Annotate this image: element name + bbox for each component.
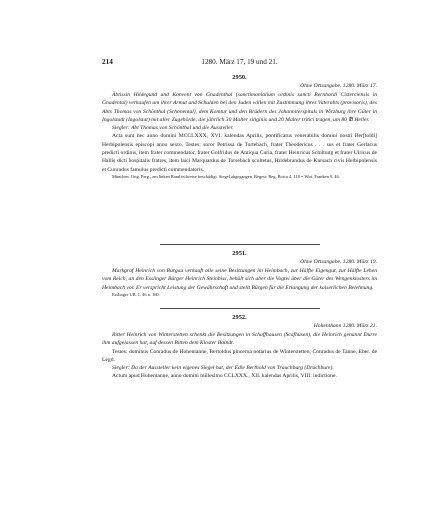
document-text: Testes: dominus Conradus de Hohentanne, Bertoldus pincerna notarius de Winterstetten, Conradus de Tanne, Eber. de Legd. (102, 348, 377, 363)
document-number: 2951. (232, 250, 247, 257)
divider (160, 308, 320, 309)
place-date: Ohne Ortsangabe. 1280. März 17. (300, 83, 377, 89)
page-number: 214 (102, 58, 113, 66)
document-text: Acta sunt hec anno domini MCCLXXX, XVI. kalendas Aprilis, pontificatus venerabilis domini nostri Ber[toldi] Herbipolensis episcopi anno sexto. Testes: soror Petrissa de Tortebach, frater Theodericus . . . sus et frater Gerlacus predicti ordinis, item frater commendator, frater Golfridus de Antiqua Curia, frater Heinricus Schiltung et frater Ulricus de Hallis dicti hospitalis fratres, item laici Marquardus de Torsebach scultetus, Hildebrandus de Kursach civis Herbipolensis et Cunradus famulus predicti commendatoris. (102, 133, 377, 173)
place-date: Hohenthann 1280. März 21. (313, 323, 377, 329)
running-title: 1280. März 17, 19 und 21. (201, 58, 278, 66)
page-header (102, 58, 377, 68)
document-number: 2952. (232, 314, 247, 321)
document-2950 (102, 73, 377, 180)
regest: Äbtissin Hildegund und Konvent von Gnadenthal (sanctimonialium ordinis sancti Bernhardi Cisterciensis in Gnadental) verkaufen um ihrer Armut und Schulden bei den Juden willen mit Zustimmung ihres Vaterabts (provisoris), des Abts Thomas von Schönthal (Schonental), dem Komtur und den Brüdern des Johanniterspitals in Wirzburg ihre Güter in Ingolstadt (Ingolstat) mit aller Zugehörde, die jährlich 30 Malter siliginis und 20 Malter tritici tragen, um 80 ℔ Heller. (102, 92, 377, 123)
closing-text: Actum apud Hohentanne, anno domini millesimo CCLXXX., XII. kalendas Aprilis, VIII. indictione. (112, 373, 337, 380)
sealer-note: Siegler: Da der Aussteller kein eigenes Siegel hat, der Edle Berthold von Trauchburg (Druchbure). (112, 365, 334, 372)
regest: Ritter Heinrich von Winterstetten schenkt die Besitzungen in Schaffhausen (Scafhusen), die Heinrich genannt Durre ihm aufgelassen hat, auf dessen Bitten dem Kloster Baindt. (102, 332, 377, 347)
sealer-note: Siegler: Abt Thomas von Schönthal und die Aussteller. (112, 125, 234, 132)
document-number: 2950. (232, 74, 247, 81)
document-2952 (102, 313, 377, 381)
source-note: München. Orig. Perg., am linken Rand teilweise beschädigt. Siegel abgegangen. Regest: Reg. Boica 4, 118 = Wirt. Franken 9, 46. (112, 173, 340, 179)
divider (160, 244, 320, 245)
document-2951 (102, 249, 377, 298)
place-date: Ohne Ortsangabe. 1280. März 19. (300, 259, 377, 265)
regest: Markgraf Heinrich von Burgau verkauft alle seine Besitzungen im Heimbach, zur Hälfte Eigengut, zur Hälfte Lehen vom Reich, an den Esslinger Bürger Heinrich Steinbiss, behält sich aber die Vogtei über die Güter des Wengenklosters im Heimbach vor. Er verspricht Leistung der Gewährschaft und stellt Bürgen für die Erlangung der kaiserlichen Belehnung. (102, 268, 377, 291)
source-note: Esslinger UB. 1, 46 n. 160. (112, 291, 160, 297)
